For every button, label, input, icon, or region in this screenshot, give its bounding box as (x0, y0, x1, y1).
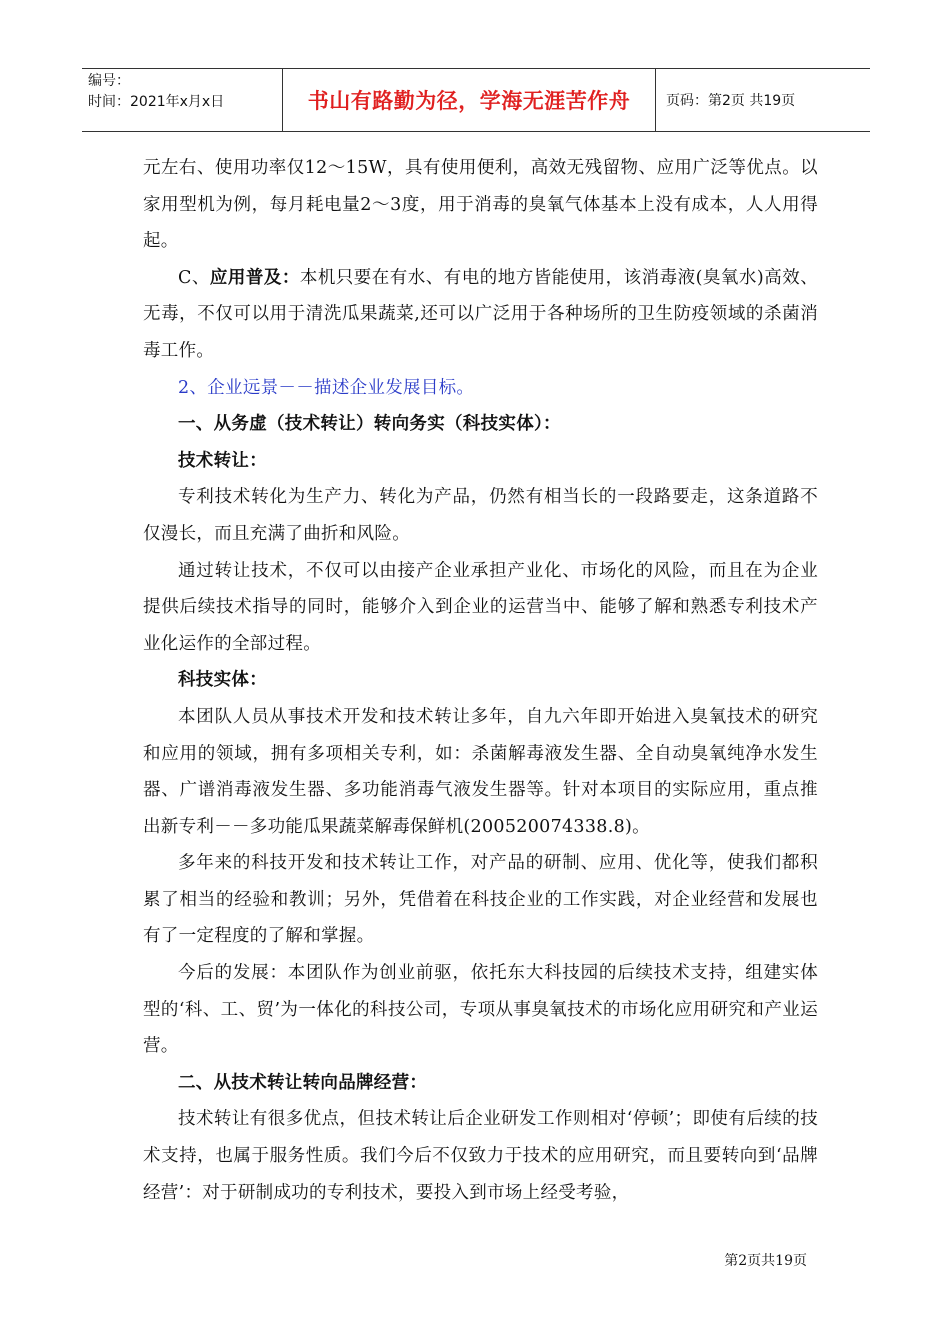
item-prefix: C、 (178, 267, 210, 288)
paragraph-text: 本机只要在有水、有电的地方皆能使用，该消毒液(臭氧水)高效、无毒，不仅可以用于清洗瓜果蔬菜,还可以广泛用于各种场所的卫生防疫领域的杀菌消毒工作。 (143, 267, 818, 361)
header-meta (82, 69, 283, 131)
header-page-info: 页码：第2页 共19页 (666, 93, 796, 109)
page-header (82, 68, 870, 132)
heading: 二、从技术转让转向品牌经营： (178, 1072, 428, 1093)
section-heading: 2、企业远景－－描述企业发展目标。 (178, 377, 475, 398)
document-code-label: 编号： (88, 73, 130, 89)
heading: 一、从务虚（技术转让）转向务实（科技实体）： (178, 414, 561, 435)
header-motto: 书山有路勤为径，学海无涯苦作舟 (283, 69, 656, 131)
page-footer: 第2页共19页 (724, 1253, 807, 1269)
subheading: 科技实体： (178, 670, 267, 691)
document-body (143, 150, 818, 1211)
paragraph: 元左右、使用功率仅12～15W，具有使用便利，高效无残留物、应用广泛等优点。以家用型机为例，每月耗电量2～3度，用于消毒的臭氧气体基本上没有成本，人人用得起。 (143, 158, 818, 252)
paragraph: 专利技术转化为生产力、转化为产品，仍然有相当长的一段路要走，这条道路不仅漫长，而且充满了曲折和风险。 (143, 487, 818, 544)
paragraph: 多年来的科技开发和技术转让工作，对产品的研制、应用、优化等，使我们都积累了相当的经验和教训；另外，凭借着在科技企业的工作实践，对企业经营和发展也有了一定程度的了解和掌握。 (143, 853, 818, 947)
subheading: 技术转让： (178, 450, 267, 471)
document-date: 时间：2021年x月x日 (88, 94, 225, 110)
paragraph: 技术转让有很多优点，但技术转让后企业研发工作则相对‘停顿’；即使有后续的技术支持，也属于服务性质。我们今后不仅致力于技术的应用研究，而且要转向到‘品牌经营’：对于研制成功的专利技术，要投入到市场上经受考验， (143, 1109, 818, 1203)
paragraph: 通过转让技术，不仅可以由接产企业承担产业化、市场化的风险，而且在为企业提供后续技术指导的同时，能够介入到企业的运营当中、能够了解和熟悉专利技术产业化运作的全部过程。 (143, 560, 818, 654)
paragraph: 本团队人员从事技术开发和技术转让多年，自九六年即开始进入臭氧技术的研究和应用的领域，拥有多项相关专利，如：杀菌解毒液发生器、全自动臭氧纯净水发生器、广谱消毒液发生器、多功能消毒气液发生器等。针对本项目的实际应用，重点推出新专利－－多功能瓜果蔬菜解毒保鲜机(200520074338.8)。 (143, 706, 818, 837)
paragraph (143, 260, 818, 370)
paragraph: 今后的发展：本团队作为创业前驱，依托东大科技园的后续技术支持，组建实体型的‘科、工、贸’为一体化的科技公司，专项从事臭氧技术的市场化应用研究和产业运营。 (143, 963, 818, 1057)
inline-heading: 应用普及： (209, 267, 300, 288)
